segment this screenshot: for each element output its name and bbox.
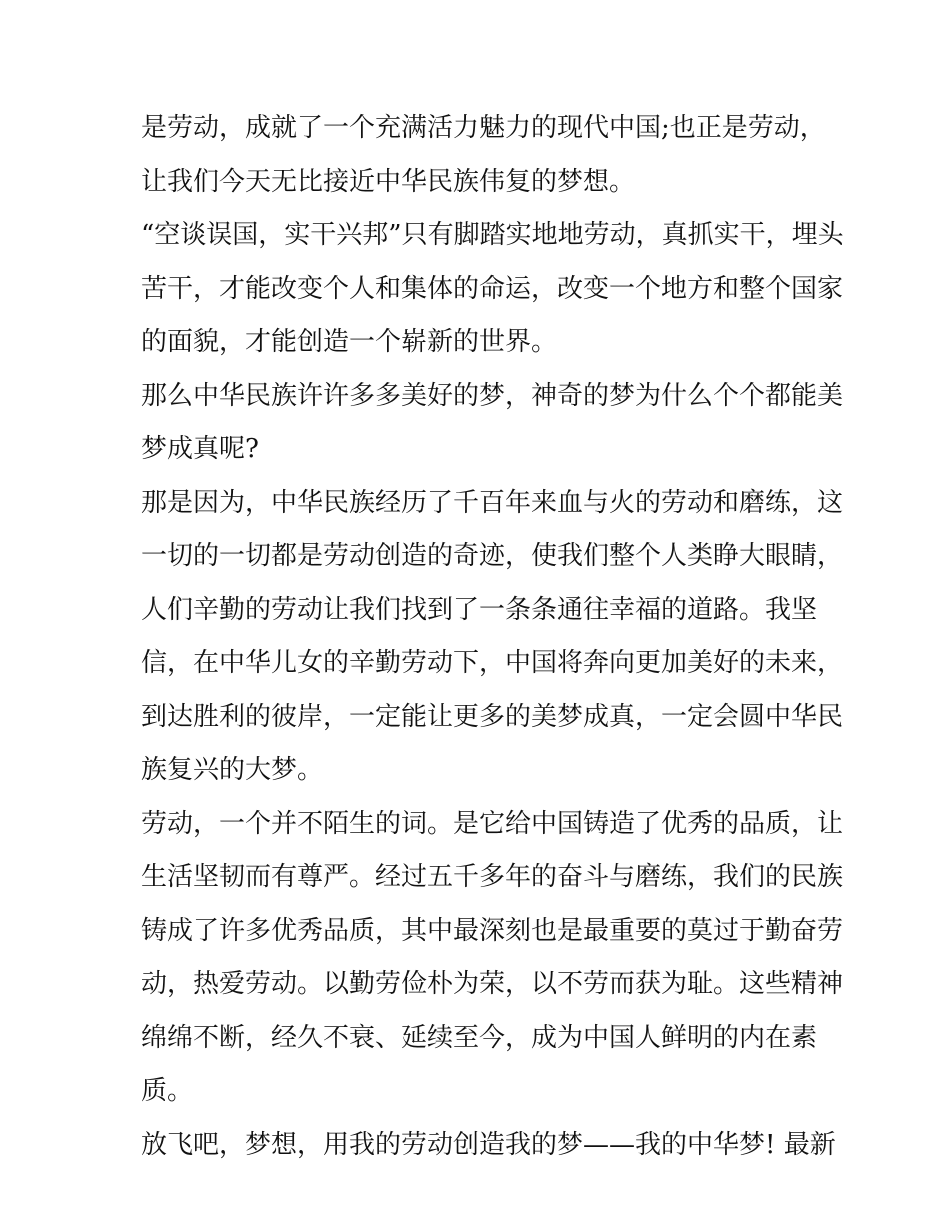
text-line: “空谈误国，实干兴邦”只有脚踏实地地劳动，真抓实干，埋头 xyxy=(141,220,844,250)
text-line: 绵绵不断，经久不衰、延续至今，成为中国人鲜明的内在素 xyxy=(141,1022,818,1053)
text-line: 放飞吧，梦想，用我的劳动创造我的梦——我的中华梦! 最新 xyxy=(141,1129,836,1160)
text-line: 梦成真呢? xyxy=(141,434,259,464)
text-line: 生活坚韧而有尊严。经过五千多年的奋斗与磨练，我们的民族 xyxy=(141,862,844,892)
text-line: 劳动，一个并不陌生的词。是它给中国铸造了优秀的品质，让 xyxy=(141,808,844,839)
text-line: 苦干，才能改变个人和集体的命运，改变一个地方和整个国家 xyxy=(141,273,844,304)
document-body xyxy=(141,102,844,1172)
text-line: 的面貌，才能创造一个崭新的世界。 xyxy=(141,327,558,357)
text-line: 一切的一切都是劳动创造的奇迹，使我们整个人类睁大眼睛， xyxy=(141,541,844,571)
text-line: 是劳动，成就了一个充满活力魅力的现代中国;也正是劳动， xyxy=(141,113,826,143)
text-line: 那是因为，中华民族经历了千百年来血与火的劳动和磨练，这 xyxy=(141,487,844,518)
text-line: 到达胜利的彼岸，一定能让更多的美梦成真，一定会圆中华民 xyxy=(141,701,844,732)
text-line: 动，热爱劳动。以勤劳俭朴为荣，以不劳而获为耻。这些精神 xyxy=(141,969,844,999)
text-line: 信，在中华儿女的辛勤劳动下，中国将奔向更加美好的未来， xyxy=(141,648,844,678)
text-line: 那么中华民族许许多多美好的梦，神奇的梦为什么个个都能美 xyxy=(141,380,844,411)
text-line: 人们辛勤的劳动让我们找到了一条条通往幸福的道路。我坚 xyxy=(141,594,818,625)
text-line: 铸成了许多优秀品质，其中最深刻也是最重要的莫过于勤奋劳 xyxy=(141,915,844,946)
text-line: 质。 xyxy=(141,1076,194,1106)
text-line: 让我们今天无比接近中华民族伟复的梦想。 xyxy=(141,166,636,197)
text-line: 族复兴的大梦。 xyxy=(141,755,324,785)
